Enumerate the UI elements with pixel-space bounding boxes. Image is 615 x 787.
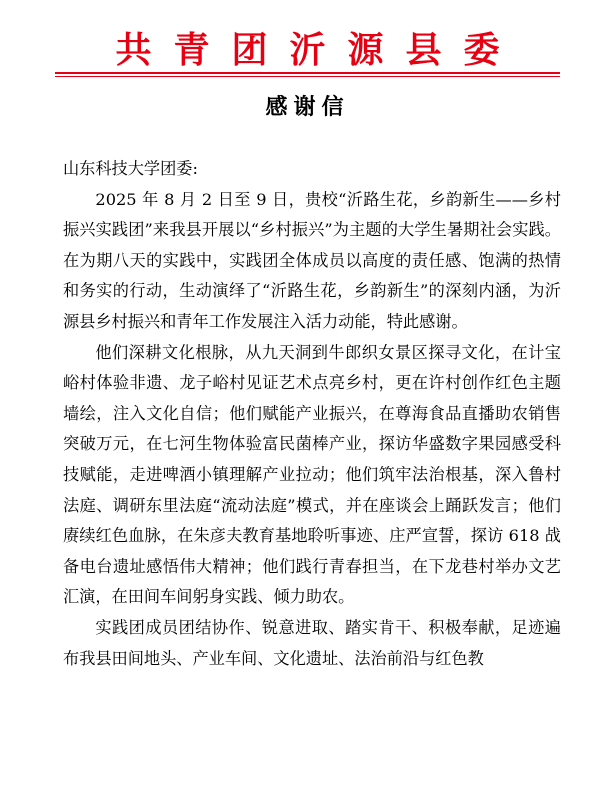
- header-divider-thick: [55, 72, 560, 74]
- letter-body: [63, 154, 561, 674]
- paragraph-1: 2025 年 8 月 2 日至 9 日，贵校“沂路生花，乡韵新生——乡村振兴实践团”来我县开展以“乡村振兴”为主题的大学生暑期社会实践。在为期八天的实践中，实践团全体成员以高度的责任感、饱满的热情和务实的行动，生动演绎了“沂路生花，乡韵新生”的深刻内涵，为沂源县乡村振兴和青年工作发展注入活力动能，特此感谢。: [63, 189, 561, 331]
- salutation: 山东科技大学团委:: [63, 159, 198, 178]
- header-divider-thin: [55, 76, 560, 77]
- organization-header: 共青团沂源县委: [115, 29, 522, 71]
- paragraph-2: 他们深耕文化根脉，从九天洞到牛郎织女景区探寻文化，在计宝峪村体验非遗、龙子峪村见证艺术点亮乡村，更在许村创作红色主题墙绘，注入文化自信；他们赋能产业振兴，在尊海食品直播助农销售突破万元，在七河生物体验富民菌棒产业，探访华盛数字果园感受科技赋能，走进啤酒小镇理解产业拉动；他们筑牢法治根基，深入鲁村法庭、调研东里法庭“流动法庭”模式，并在座谈会上踊跃发言；他们赓续红色血脉，在朱彦夫教育基地聆听事迹、庄严宣誓，探访 618 战备电台遗址感悟伟大精神；他们践行青春担当，在下龙巷村举办文艺汇演，在田间车间躬身实践、倾力助农。: [63, 342, 561, 607]
- document-title: 感谢信: [265, 94, 350, 120]
- paragraph-3: 实践团成员团结协作、锐意进取、踏实肯干、积极奉献，足迹遍布我县田间地头、产业车间、文化遗址、法治前沿与红色教: [63, 617, 561, 668]
